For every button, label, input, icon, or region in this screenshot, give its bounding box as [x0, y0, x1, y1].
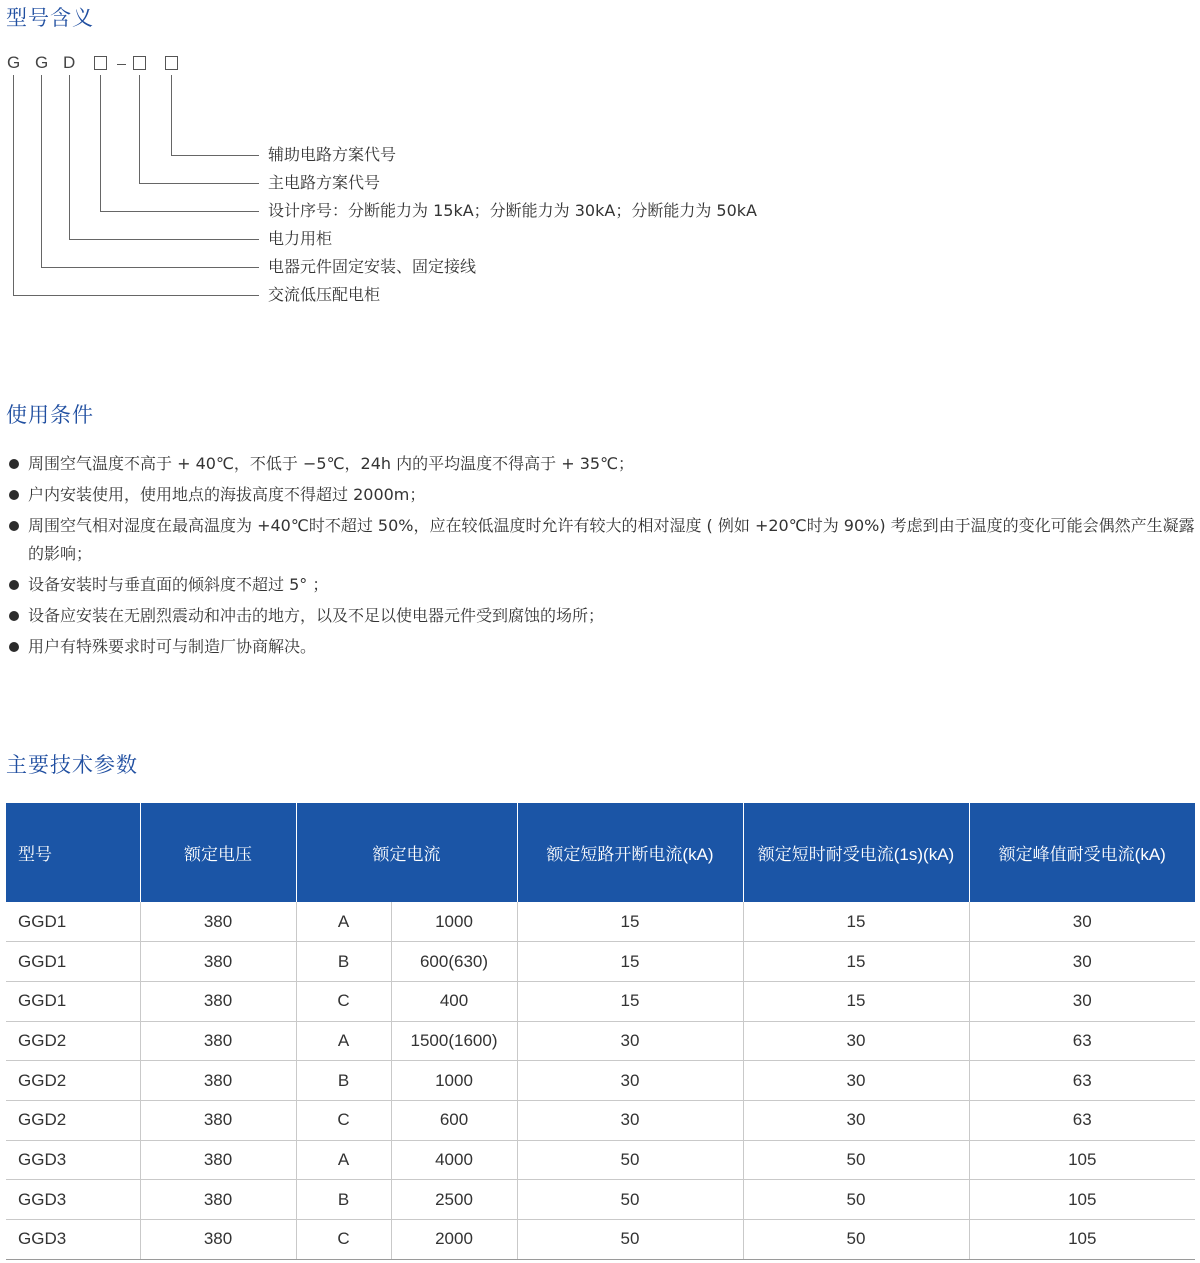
cell-short-time: 30 [743, 1021, 969, 1061]
bullet-icon [9, 521, 19, 531]
tree-line-h-g1 [13, 295, 259, 296]
cell-voltage: 380 [140, 942, 296, 982]
cell-model: GGD2 [6, 1021, 140, 1061]
cell-peak: 63 [969, 1100, 1195, 1140]
list-item [8, 450, 1198, 478]
tree-line-v-aux [171, 75, 172, 155]
table-row [6, 942, 1195, 982]
cell-current: 600(630) [391, 942, 517, 982]
condition-text: 周围空气相对湿度在最高温度为 +40℃时不超过 50%，应在较低温度时允许有较大的相对湿度 ( 例如 +20℃时为 90%) 考虑到由于温度的变化可能会偶然产生凝露的影响； [28, 516, 1195, 563]
code-letter-3: D [63, 53, 76, 72]
cell-short-time: 50 [743, 1220, 969, 1260]
table-row [6, 1100, 1195, 1140]
cell-short-time: 50 [743, 1140, 969, 1180]
header-rated-voltage: 额定电压 [140, 803, 296, 902]
meaning-main-circuit: 主电路方案代号 [268, 173, 381, 192]
cell-breaking: 30 [517, 1100, 743, 1140]
cell-current-grade: B [296, 942, 391, 982]
condition-text: 用户有特殊要求时可与制造厂协商解决。 [28, 637, 317, 656]
code-box-design-number [94, 56, 107, 70]
cell-short-time: 15 [743, 902, 969, 942]
condition-text: 户内安装使用，使用地点的海拔高度不得超过 2000m； [28, 485, 426, 504]
code-letter-1: G [7, 53, 21, 72]
cell-model: GGD3 [6, 1140, 140, 1180]
table-body [6, 902, 1195, 1259]
cell-voltage: 380 [140, 1021, 296, 1061]
tree-line-h-g2 [41, 267, 259, 268]
cell-current-grade: A [296, 902, 391, 942]
tree-line-v-main [139, 75, 140, 183]
bullet-icon [9, 580, 19, 590]
cell-current-grade: A [296, 1021, 391, 1061]
code-dash [117, 64, 126, 65]
cell-breaking: 15 [517, 902, 743, 942]
header-short-time-current: 额定短时耐受电流(1s)(kA) [743, 803, 969, 902]
code-letter-2: G [35, 53, 49, 72]
tree-line-h-main [139, 183, 259, 184]
cell-breaking: 30 [517, 1021, 743, 1061]
table-header-row [6, 803, 1195, 902]
condition-text: 设备安装时与垂直面的倾斜度不超过 5° ； [28, 575, 329, 594]
table-row [6, 1220, 1195, 1260]
bullet-icon [9, 490, 19, 500]
bullet-icon [9, 642, 19, 652]
meaning-power-cabinet: 电力用柜 [268, 229, 333, 248]
cell-peak: 30 [969, 902, 1195, 942]
cell-short-time: 30 [743, 1100, 969, 1140]
header-peak-current: 额定峰值耐受电流(kA) [969, 803, 1195, 902]
cell-breaking: 50 [517, 1220, 743, 1260]
meaning-aux-circuit: 辅助电路方案代号 [268, 145, 397, 164]
tree-line-h-aux [171, 155, 259, 156]
cell-model: GGD1 [6, 942, 140, 982]
code-box-main-circuit [133, 56, 146, 70]
table-row [6, 1061, 1195, 1101]
cell-voltage: 380 [140, 1140, 296, 1180]
cell-voltage: 380 [140, 1100, 296, 1140]
cell-model: GGD2 [6, 1061, 140, 1101]
cell-voltage: 380 [140, 1180, 296, 1220]
table-row [6, 902, 1195, 942]
cell-current-grade: A [296, 1140, 391, 1180]
cell-peak: 63 [969, 1061, 1195, 1101]
cell-voltage: 380 [140, 1220, 296, 1260]
cell-current-grade: C [296, 1100, 391, 1140]
tree-line-v-g2 [41, 75, 42, 267]
list-item [8, 633, 1198, 661]
cell-model: GGD3 [6, 1180, 140, 1220]
cell-peak: 105 [969, 1140, 1195, 1180]
cell-short-time: 30 [743, 1061, 969, 1101]
header-model: 型号 [6, 803, 140, 902]
cell-peak: 63 [969, 1021, 1195, 1061]
cell-current-grade: B [296, 1180, 391, 1220]
section-title-conditions: 使用条件 [6, 403, 94, 427]
cell-peak: 30 [969, 942, 1195, 982]
cell-peak: 30 [969, 981, 1195, 1021]
conditions-list [8, 450, 1198, 664]
cell-model: GGD2 [6, 1100, 140, 1140]
model-code-diagram [0, 45, 900, 325]
tree-line-v-g1 [13, 75, 14, 295]
cell-short-time: 15 [743, 981, 969, 1021]
tree-line-h-d [69, 239, 259, 240]
table-row [6, 981, 1195, 1021]
cell-peak: 105 [969, 1180, 1195, 1220]
cell-current: 600 [391, 1100, 517, 1140]
meaning-design-number: 设计序号：分断能力为 15kA；分断能力为 30kA；分断能力为 50kA [268, 201, 757, 220]
meaning-ac-lv-cabinet: 交流低压配电柜 [268, 285, 381, 304]
cell-voltage: 380 [140, 981, 296, 1021]
list-item [8, 481, 1198, 509]
cell-current: 1000 [391, 902, 517, 942]
condition-text: 设备应安装在无剧烈震动和冲击的地方，以及不足以使电器元件受到腐蚀的场所； [28, 606, 605, 625]
list-item [8, 571, 1198, 599]
header-breaking-current: 额定短路开断电流(kA) [517, 803, 743, 902]
tree-line-v-d [69, 75, 70, 239]
cell-current-grade: C [296, 981, 391, 1021]
cell-voltage: 380 [140, 902, 296, 942]
header-rated-current: 额定电流 [296, 803, 517, 902]
cell-current: 2000 [391, 1220, 517, 1260]
cell-breaking: 15 [517, 942, 743, 982]
tree-line-h-design [100, 211, 259, 212]
cell-peak: 105 [969, 1220, 1195, 1260]
cell-model: GGD1 [6, 981, 140, 1021]
cell-model: GGD3 [6, 1220, 140, 1260]
cell-model: GGD1 [6, 902, 140, 942]
cell-current-grade: C [296, 1220, 391, 1260]
table-row [6, 1140, 1195, 1180]
code-box-aux-circuit [165, 56, 178, 70]
list-item [8, 512, 1198, 568]
cell-current: 1500(1600) [391, 1021, 517, 1061]
condition-text: 周围空气温度不高于 + 40℃，不低于 −5℃，24h 内的平均温度不得高于 + 35℃； [28, 454, 635, 473]
cell-current: 2500 [391, 1180, 517, 1220]
list-item [8, 602, 1198, 630]
cell-current: 4000 [391, 1140, 517, 1180]
cell-short-time: 50 [743, 1180, 969, 1220]
cell-current: 1000 [391, 1061, 517, 1101]
bullet-icon [9, 459, 19, 469]
cell-breaking: 50 [517, 1180, 743, 1220]
cell-short-time: 15 [743, 942, 969, 982]
bullet-icon [9, 611, 19, 621]
cell-voltage: 380 [140, 1061, 296, 1101]
cell-breaking: 15 [517, 981, 743, 1021]
parameters-table [6, 803, 1195, 1260]
tree-line-v-design [100, 75, 101, 211]
table-row [6, 1180, 1195, 1220]
cell-current: 400 [391, 981, 517, 1021]
table-row [6, 1021, 1195, 1061]
meaning-fixed-install: 电器元件固定安装、固定接线 [268, 257, 477, 276]
section-title-model-meaning: 型号含义 [6, 6, 94, 30]
section-title-parameters: 主要技术参数 [6, 753, 138, 777]
cell-current-grade: B [296, 1061, 391, 1101]
cell-breaking: 50 [517, 1140, 743, 1180]
cell-breaking: 30 [517, 1061, 743, 1101]
